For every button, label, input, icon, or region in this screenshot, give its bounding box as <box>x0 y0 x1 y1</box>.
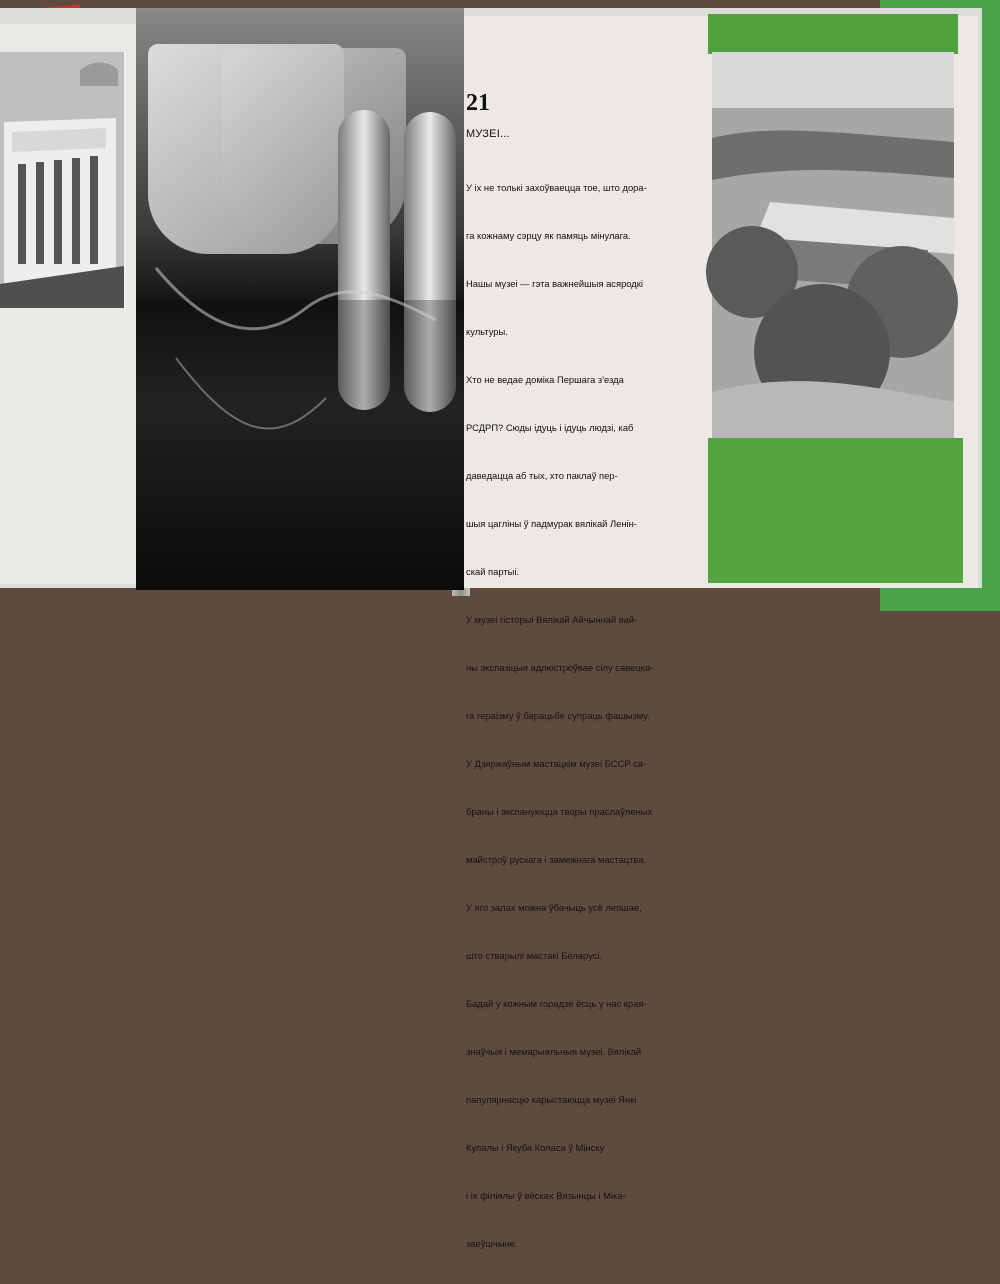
glassware-photo <box>136 8 464 590</box>
body-line: культуры. <box>466 326 508 337</box>
body-line: скай партыі. <box>466 566 520 577</box>
body-line: заеўшчыне. <box>466 1238 518 1249</box>
body-line: У яго залах можна ўбачыць усё лепшае, <box>466 902 642 913</box>
chapter-number: 21 <box>466 90 490 116</box>
body-line: У музеі гісторыі Вялікай Айчыннай вай- <box>466 614 638 625</box>
town-landscape-image <box>712 52 954 438</box>
museum-building-photo <box>0 52 126 308</box>
body-line: РСДРП? Сюды ідуць і ідуць людзі, каб <box>466 422 634 433</box>
body-line: папулярнасцю карыстаюцца музеі Янкі <box>466 1094 637 1105</box>
body-line: і іх філіялы ў вёсках Вязынцы і Міка- <box>466 1190 626 1201</box>
body-line: У іх не толькі захоўваецца тое, што дора- <box>466 182 647 193</box>
section-title: МУЗЕІ... <box>466 128 510 140</box>
body-line: майстроў рускага і замежнага мастацтва. <box>466 854 647 865</box>
body-line: знаўчыя і мемарыяльныя музеі. Вялікай <box>466 1046 642 1057</box>
body-line: га кожнаму сэрцу як памяць мінулага. <box>466 230 631 241</box>
body-line: даведацца аб тых, хто паклаў пер- <box>466 470 618 481</box>
museum-building-image <box>0 52 124 308</box>
glass-reflection-overlay <box>136 8 464 590</box>
town-landscape-photo <box>712 52 954 438</box>
body-line: У Дзяржаўным мастацкім музеі БССР са- <box>466 758 647 769</box>
body-line: Нашы музеі — гэта важнейшыя асяродкі <box>466 278 643 289</box>
green-accent-bottom <box>708 438 963 583</box>
body-line: га гераізму ў барацьбе супраць фашызму. <box>466 710 650 721</box>
body-line: ны экспазіцыя адлюстроўвае сілу савецка- <box>466 662 654 673</box>
body-text <box>466 148 696 1284</box>
body-line: што стварылі мастакі Беларусі. <box>466 950 603 961</box>
open-book <box>0 8 982 1249</box>
body-line: Купалы і Якуба Коласа ў Мінску <box>466 1142 605 1153</box>
body-line: шыя цагліны ў падмурак вялікай Ленін- <box>466 518 637 529</box>
body-line: браны і экспануюцца творы праслаўленых <box>466 806 653 817</box>
body-line: Бадай у кожным горадзе ёсць у нас края- <box>466 998 647 1009</box>
green-accent-top <box>708 14 958 54</box>
body-line: Хто не ведае доміка Першага з'езда <box>466 374 624 385</box>
